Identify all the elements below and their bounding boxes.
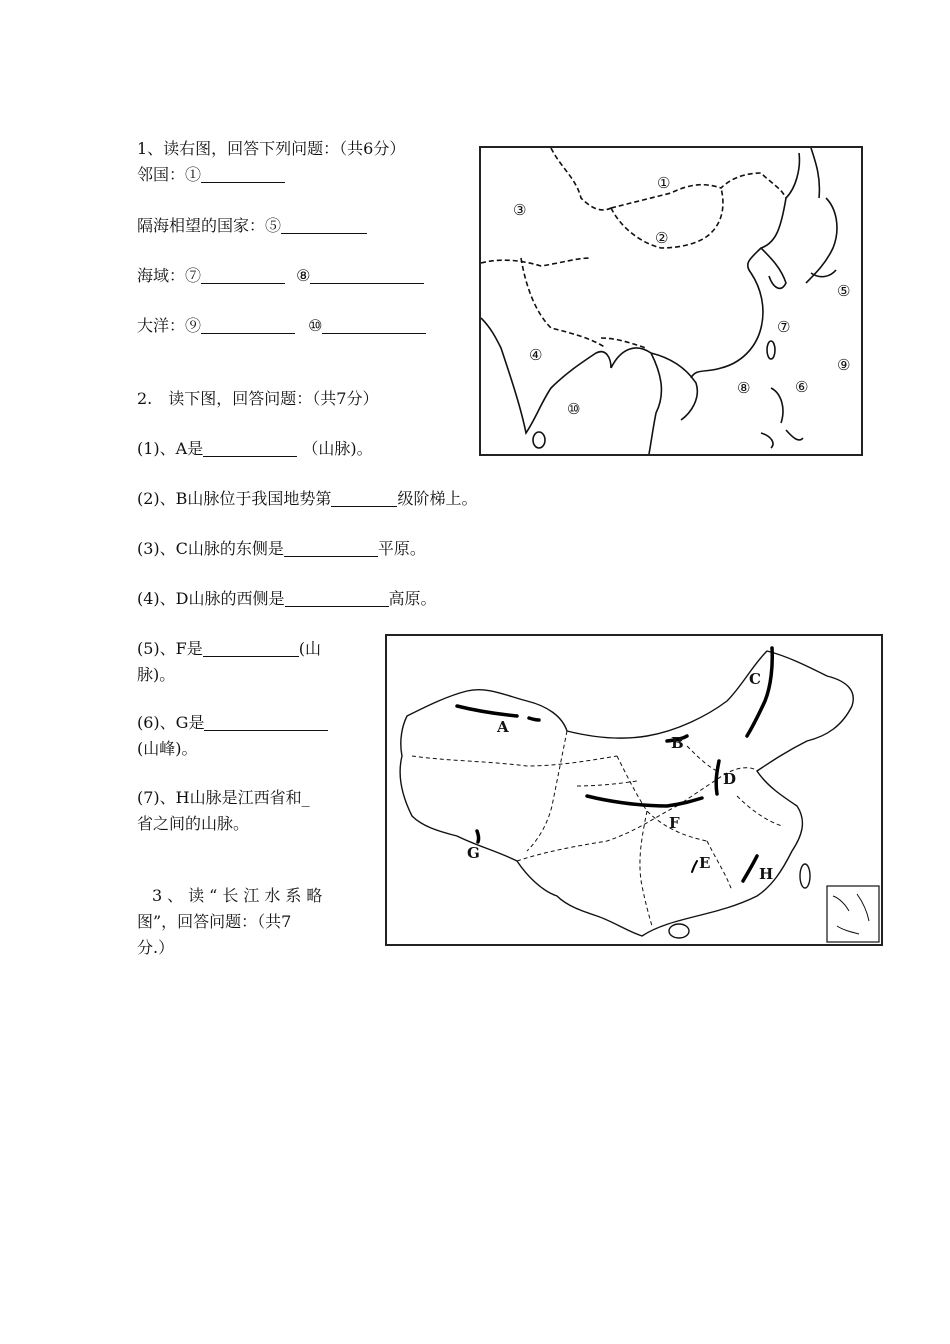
q3-line-3: 分.） (137, 938, 175, 957)
range-a-line (457, 706, 517, 716)
answer-blank[interactable] (310, 267, 424, 284)
q2-item-6 (137, 713, 328, 733)
answer-blank[interactable] (285, 590, 389, 607)
china-map-drawing (387, 636, 881, 944)
q1-ocean-label-2: ⑩ (308, 316, 323, 335)
q2-item-text: (7)、H山脉是江西省和_ (137, 788, 310, 807)
q1-sea-label: 海域：⑦ (137, 266, 202, 285)
asia-map (479, 146, 863, 456)
q2-item-text: (4)、D山脉的西侧是 (137, 589, 285, 608)
answer-blank[interactable] (201, 317, 295, 334)
answer-blank[interactable] (204, 714, 328, 731)
q2-item-text: (2)、B山脉位于我国地势第 (137, 489, 332, 508)
range-marker-a: A (497, 718, 509, 736)
answer-blank[interactable] (201, 166, 285, 183)
answer-blank[interactable] (203, 440, 297, 457)
q1-neighbor-label: 邻国：① (137, 165, 202, 184)
q2-item-suffix: （山脉)。 (302, 439, 373, 458)
q2-item-text: (6)、G是 (137, 713, 205, 732)
answer-blank[interactable] (203, 640, 299, 657)
answer-blank[interactable] (331, 490, 397, 507)
answer-blank[interactable] (201, 267, 285, 284)
q1-across-sea-line (137, 216, 367, 236)
q1-sea-line (137, 266, 424, 286)
range-marker-f: F (669, 814, 680, 832)
asia-marker-2: ② (655, 229, 669, 247)
asia-marker-3: ③ (513, 201, 527, 219)
range-d-line (716, 761, 719, 794)
south-china-sea-inset (827, 886, 879, 942)
q1-ocean-line (137, 316, 426, 336)
q2-item-text: (1)、A是 (137, 439, 204, 458)
range-e-line (692, 861, 697, 872)
q2-item-5 (137, 639, 321, 659)
asia-marker-8: ⑧ (737, 379, 751, 397)
q2-item-3 (137, 539, 426, 559)
q2-item-suffix: (山 (298, 639, 322, 658)
q2-item-1 (137, 439, 373, 459)
q1-sea-label-2: ⑧ (296, 266, 311, 285)
q1-neighbor-line (137, 165, 285, 185)
asia-marker-6: ⑥ (795, 378, 809, 396)
q2-item-2 (137, 489, 477, 509)
q2-item-7-cont: 省之间的山脉。 (137, 814, 250, 833)
asia-map-drawing (481, 148, 861, 454)
q2-title: 2. 读下图，回答问题：（共7分） (137, 389, 379, 408)
asia-marker-9: ⑨ (837, 356, 851, 374)
q1-ocean-label: 大洋：⑨ (137, 316, 202, 335)
range-marker-b: B (671, 734, 684, 752)
asia-marker-5: ⑤ (837, 282, 851, 300)
q2-item-suffix: 级阶梯上。 (397, 489, 478, 508)
range-f-line (587, 796, 702, 806)
q2-item-7 (137, 788, 310, 808)
range-c-line (747, 648, 772, 736)
range-marker-c: C (749, 670, 761, 688)
q2-item-text: (3)、C山脉的东侧是 (137, 539, 284, 558)
range-h-line (743, 856, 757, 881)
q2-item-5-cont: 脉)。 (137, 665, 176, 684)
q1-title: 1、读右图，回答下列问题：（共6分） (137, 139, 406, 158)
range-marker-g: G (467, 844, 480, 862)
q2-item-6-cont: (山峰)。 (137, 739, 198, 758)
asia-marker-4: ④ (529, 346, 543, 364)
range-marker-h: H (759, 865, 774, 883)
china-map (385, 634, 883, 946)
q2-item-suffix: 高原。 (388, 589, 437, 608)
range-marker-e: E (699, 854, 711, 872)
q1-across-sea-label: 隔海相望的国家：⑤ (137, 216, 282, 235)
q2-item-suffix: 平原。 (377, 539, 426, 558)
q2-item-text: (5)、F是 (137, 639, 203, 658)
answer-blank[interactable] (284, 540, 378, 557)
asia-marker-10: ⑩ (567, 400, 581, 418)
answer-blank[interactable] (281, 217, 367, 234)
answer-blank[interactable] (322, 317, 426, 334)
asia-marker-7: ⑦ (777, 318, 791, 336)
range-a-line (529, 718, 539, 720)
q3-line-2: 图”，回答问题：（共7 (137, 912, 292, 931)
q2-item-4 (137, 589, 437, 609)
asia-marker-1: ① (657, 174, 671, 192)
range-g-line (477, 831, 479, 842)
q3-line-1: 3、读“长江水系略 (152, 886, 328, 905)
range-marker-d: D (723, 770, 737, 788)
